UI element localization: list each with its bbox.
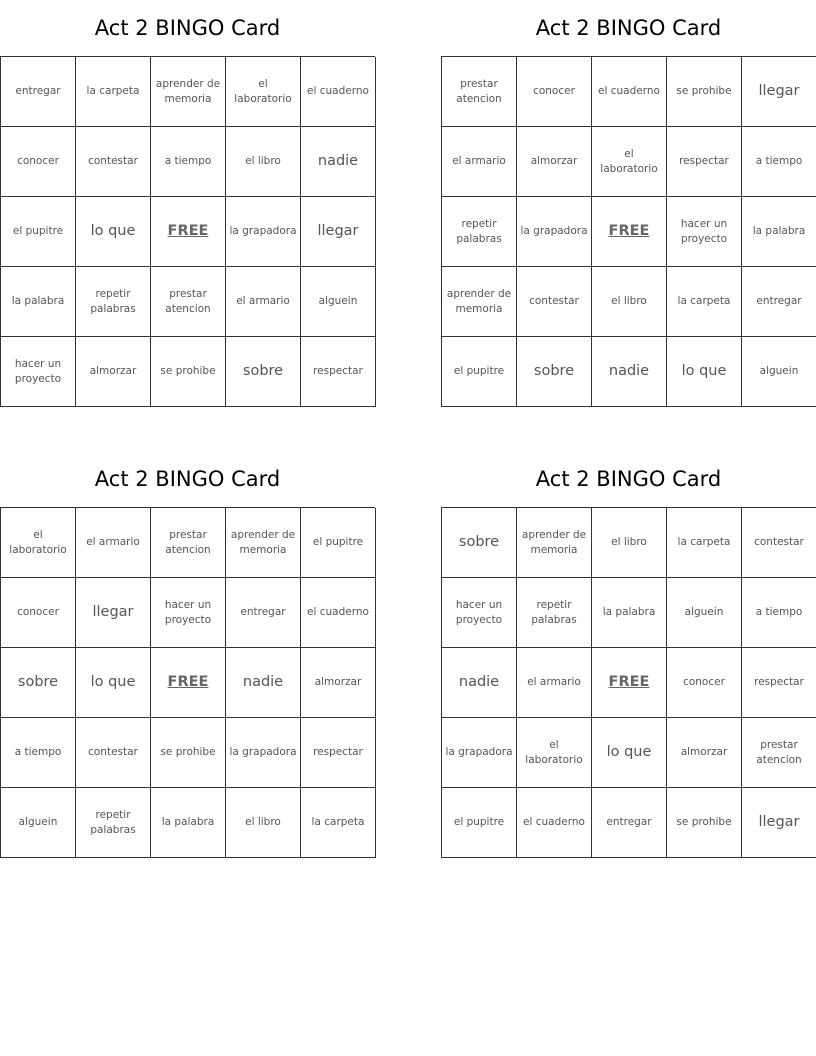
bingo-cell: el laboratorio xyxy=(592,127,667,197)
bingo-cell: alguein xyxy=(742,337,816,407)
bingo-cell: el armario xyxy=(442,127,517,197)
bingo-cell: el armario xyxy=(517,648,592,718)
bingo-cell: repetir palabras xyxy=(76,267,151,337)
bingo-cell: lo que xyxy=(592,718,667,788)
bingo-cell: a tiempo xyxy=(742,578,816,648)
bingo-cell: prestar atencion xyxy=(742,718,816,788)
bingo-cell: respectar xyxy=(667,127,742,197)
bingo-cell: aprender de memoria xyxy=(151,57,226,127)
bingo-cell: almorzar xyxy=(76,337,151,407)
bingo-cell: alguein xyxy=(667,578,742,648)
bingo-cell: a tiempo xyxy=(1,718,76,788)
bingo-cell: el libro xyxy=(226,127,301,197)
bingo-cell: a tiempo xyxy=(151,127,226,197)
bingo-cell: conocer xyxy=(517,57,592,127)
bingo-cell: el libro xyxy=(226,788,301,858)
bingo-cell: la grapadora xyxy=(226,718,301,788)
bingo-cell: respectar xyxy=(742,648,816,718)
bingo-cell: almorzar xyxy=(517,127,592,197)
bingo-grid xyxy=(441,507,816,858)
bingo-cell: llegar xyxy=(742,788,816,858)
bingo-card-3 xyxy=(0,451,375,858)
bingo-cell: la palabra xyxy=(1,267,76,337)
bingo-cell: sobre xyxy=(1,648,76,718)
bingo-cell: aprender de memoria xyxy=(442,267,517,337)
bingo-cell: aprender de memoria xyxy=(226,508,301,578)
bingo-cell: se prohibe xyxy=(667,57,742,127)
bingo-cell: la grapadora xyxy=(226,197,301,267)
bingo-cell: la palabra xyxy=(742,197,816,267)
card-title: Act 2 BINGO Card xyxy=(94,16,281,40)
bingo-cell: se prohibe xyxy=(151,337,226,407)
bingo-cell: llegar xyxy=(76,578,151,648)
bingo-cell: el pupitre xyxy=(301,508,376,578)
bingo-cell: nadie xyxy=(442,648,517,718)
bingo-cell: el pupitre xyxy=(1,197,76,267)
bingo-cell: hacer un proyecto xyxy=(1,337,76,407)
bingo-cell: sobre xyxy=(226,337,301,407)
bingo-cell: lo que xyxy=(76,648,151,718)
bingo-cell: contestar xyxy=(517,267,592,337)
bingo-cell: alguein xyxy=(1,788,76,858)
bingo-cell: sobre xyxy=(517,337,592,407)
bingo-cell: el laboratorio xyxy=(517,718,592,788)
bingo-cell: respectar xyxy=(301,337,376,407)
bingo-cell: llegar xyxy=(742,57,816,127)
bingo-cell: la palabra xyxy=(151,788,226,858)
bingo-cell: respectar xyxy=(301,718,376,788)
bingo-cell: el armario xyxy=(76,508,151,578)
bingo-cell: el cuaderno xyxy=(517,788,592,858)
bingo-cell: prestar atencion xyxy=(151,267,226,337)
free-space-cell: FREE xyxy=(151,648,226,718)
bingo-cell: conocer xyxy=(667,648,742,718)
bingo-grid xyxy=(441,56,816,407)
bingo-card-4 xyxy=(441,451,816,858)
bingo-cell: almorzar xyxy=(301,648,376,718)
bingo-cell: prestar atencion xyxy=(442,57,517,127)
bingo-cell: entregar xyxy=(742,267,816,337)
bingo-cell: el pupitre xyxy=(442,788,517,858)
bingo-cell: lo que xyxy=(667,337,742,407)
free-space-cell: FREE xyxy=(592,648,667,718)
bingo-cell: entregar xyxy=(226,578,301,648)
bingo-cell: conocer xyxy=(1,578,76,648)
bingo-cell: alguein xyxy=(301,267,376,337)
card-title: Act 2 BINGO Card xyxy=(535,467,722,491)
bingo-cell: el libro xyxy=(592,508,667,578)
bingo-cell: conocer xyxy=(1,127,76,197)
bingo-cell: contestar xyxy=(76,718,151,788)
bingo-cell: el libro xyxy=(592,267,667,337)
bingo-cell: el pupitre xyxy=(442,337,517,407)
bingo-cell: se prohibe xyxy=(667,788,742,858)
bingo-grid xyxy=(0,507,375,858)
bingo-cell: prestar atencion xyxy=(151,508,226,578)
free-space-cell: FREE xyxy=(592,197,667,267)
bingo-card-2 xyxy=(441,0,816,407)
bingo-cell: almorzar xyxy=(667,718,742,788)
bingo-cell: el cuaderno xyxy=(301,578,376,648)
bingo-cell: el laboratorio xyxy=(226,57,301,127)
bingo-cell: contestar xyxy=(742,508,816,578)
bingo-cell: la carpeta xyxy=(667,267,742,337)
bingo-cell: la carpeta xyxy=(76,57,151,127)
bingo-cell: contestar xyxy=(76,127,151,197)
bingo-cell: hacer un proyecto xyxy=(151,578,226,648)
bingo-cell: hacer un proyecto xyxy=(667,197,742,267)
bingo-cell: la carpeta xyxy=(667,508,742,578)
bingo-cell: entregar xyxy=(592,788,667,858)
bingo-cell: se prohibe xyxy=(151,718,226,788)
bingo-cell: a tiempo xyxy=(742,127,816,197)
bingo-cell: repetir palabras xyxy=(76,788,151,858)
bingo-cell: repetir palabras xyxy=(517,578,592,648)
bingo-cell: nadie xyxy=(592,337,667,407)
bingo-cell: entregar xyxy=(1,57,76,127)
bingo-cell: sobre xyxy=(442,508,517,578)
bingo-cell: la palabra xyxy=(592,578,667,648)
bingo-cell: nadie xyxy=(301,127,376,197)
card-title: Act 2 BINGO Card xyxy=(94,467,281,491)
bingo-grid xyxy=(0,56,375,407)
bingo-cell: el laboratorio xyxy=(1,508,76,578)
bingo-cell: llegar xyxy=(301,197,376,267)
bingo-cell: el cuaderno xyxy=(301,57,376,127)
bingo-cell: el cuaderno xyxy=(592,57,667,127)
free-space-cell: FREE xyxy=(151,197,226,267)
card-title: Act 2 BINGO Card xyxy=(535,16,722,40)
bingo-cell: lo que xyxy=(76,197,151,267)
bingo-cell: el armario xyxy=(226,267,301,337)
bingo-cell: repetir palabras xyxy=(442,197,517,267)
bingo-cell: hacer un proyecto xyxy=(442,578,517,648)
bingo-cell: nadie xyxy=(226,648,301,718)
bingo-card-1 xyxy=(0,0,375,407)
bingo-cell: la carpeta xyxy=(301,788,376,858)
bingo-cell: aprender de memoria xyxy=(517,508,592,578)
bingo-cell: la grapadora xyxy=(517,197,592,267)
bingo-cell: la grapadora xyxy=(442,718,517,788)
